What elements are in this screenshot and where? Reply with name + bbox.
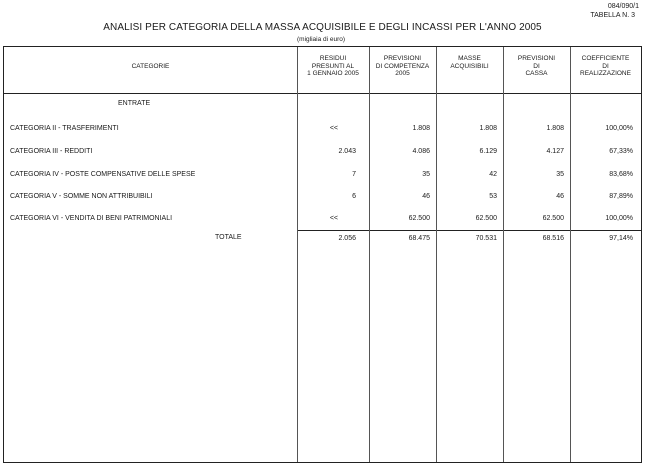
header-separator — [4, 93, 641, 94]
cassa-value: 62.500 — [542, 215, 564, 222]
coefficiente-value: 100,00% — [605, 125, 633, 132]
header-categorie: CATEGORIE — [131, 63, 170, 70]
header-previsioni-cassa — [503, 55, 570, 78]
residui-value: 6 — [352, 193, 356, 200]
header-residui-line: PRESUNTI AL — [311, 62, 355, 70]
category-label: CATEGORIA IV - POSTE COMPENSATIVE DELLE SPESE — [10, 171, 196, 178]
total-cassa-value: 68.516 — [542, 235, 564, 242]
section-label-entrate: ENTRATE — [118, 100, 151, 107]
header-coefficiente-line: COEFFICIENTE — [581, 55, 630, 62]
header-masse-acquisibili — [436, 55, 503, 70]
header-masse-line: MASSE — [458, 55, 481, 62]
column-divider — [369, 47, 370, 462]
residui-value: 7 — [352, 171, 356, 178]
competenza-value: 46 — [422, 193, 430, 200]
unit-note: (migliaia di euro) — [297, 36, 346, 43]
header-competenza-line: PREVISIONI — [383, 55, 422, 62]
column-divider — [436, 47, 437, 462]
page-title: ANALISI PER CATEGORIA DELLA MASSA ACQUISIBILE E DEGLI INCASSI PER L'ANNO 2005 — [103, 22, 542, 33]
competenza-value: 1.808 — [412, 125, 430, 132]
header-cassa-line: CASSA — [525, 70, 548, 77]
cassa-value: 1.808 — [546, 125, 564, 132]
coefficiente-value: 87,89% — [609, 193, 633, 200]
residui-value: 2.043 — [338, 148, 356, 155]
coefficiente-value: 100,00% — [605, 215, 633, 222]
masse-value: 1.808 — [479, 125, 497, 132]
total-separator — [297, 230, 641, 231]
competenza-value: 4.086 — [412, 148, 430, 155]
masse-value: 6.129 — [479, 148, 497, 155]
header-residui — [297, 55, 369, 78]
table-number: TABELLA N. 3 — [590, 12, 635, 19]
document-reference-code: 084/090/1 — [607, 3, 639, 10]
header-competenza-line: DI COMPETENZA — [375, 62, 430, 70]
header-residui-line: 1 GENNAIO 2005 — [307, 70, 359, 77]
coefficiente-value: 67,33% — [609, 148, 633, 155]
column-divider — [570, 47, 571, 462]
cassa-value: 46 — [556, 193, 564, 200]
total-coefficiente-value: 97,14% — [609, 235, 633, 242]
residui-value: << — [329, 125, 338, 132]
residui-value: << — [329, 215, 338, 222]
header-masse-line: ACQUISIBILI — [450, 62, 489, 70]
competenza-value: 62.500 — [408, 215, 430, 222]
header-cassa-line: PREVISIONI — [517, 55, 556, 62]
column-divider — [503, 47, 504, 462]
masse-value: 53 — [489, 193, 497, 200]
total-label: TOTALE — [215, 234, 242, 241]
cassa-value: 35 — [556, 171, 564, 178]
header-residui-line: RESIDUI — [319, 55, 347, 62]
header-cassa-line: DI — [533, 62, 540, 70]
category-label: CATEGORIA V - SOMME NON ATTRIBUIBILI — [10, 193, 153, 200]
total-masse-value: 70.531 — [475, 235, 497, 242]
column-divider — [297, 47, 298, 462]
header-previsioni-competenza — [369, 55, 436, 78]
category-label: CATEGORIA II - TRASFERIMENTI — [10, 125, 119, 132]
cassa-value: 4.127 — [546, 148, 564, 155]
coefficiente-value: 83,68% — [609, 171, 633, 178]
competenza-value: 35 — [422, 171, 430, 178]
header-competenza-line: 2005 — [395, 70, 410, 77]
masse-value: 62.500 — [475, 215, 497, 222]
category-label: CATEGORIA III - REDDITI — [10, 148, 93, 155]
header-coefficiente-line: REALIZZAZIONE — [580, 70, 631, 77]
header-coefficiente — [570, 55, 641, 78]
masse-value: 42 — [489, 171, 497, 178]
data-table — [3, 46, 642, 463]
header-coefficiente-line: DI — [602, 62, 609, 70]
total-competenza-value: 68.475 — [408, 235, 430, 242]
category-label: CATEGORIA VI - VENDITA DI BENI PATRIMONIALI — [10, 215, 173, 222]
total-residui-value: 2.056 — [338, 235, 356, 242]
